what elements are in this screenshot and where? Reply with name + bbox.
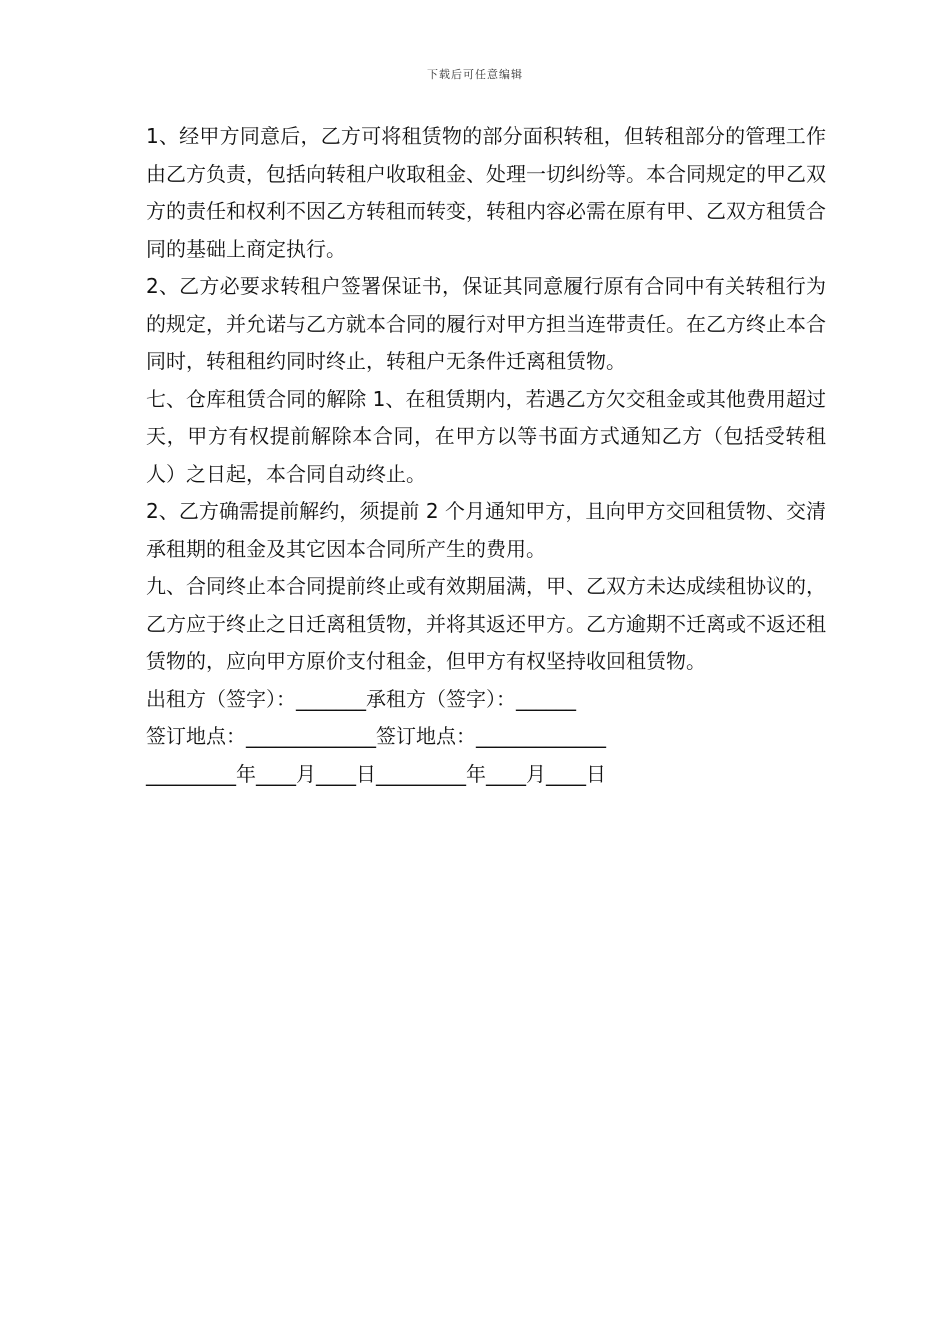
clause-sublease-2: 2、乙方必要求转租户签署保证书，保证其同意履行原有合同中有关转租行为的规定，并允诺与乙方就本合同的履行对甲方担当连带责任。在乙方终止本合同时，转租租约同时终止，转租户无条件迁离租赁物。 (146, 274, 826, 373)
clause-contract-end: 九、合同终止本合同提前终止或有效期届满，甲、乙双方未达成续租协议的，乙方应于终止之日迁离租赁物，并将其返还甲方。乙方逾期不迁离或不返还租赁物的，应向甲方原价支付租金，但甲方有权坚持收回租赁物。 (146, 574, 826, 673)
clause-termination-1: 七、仓库租赁合同的解除 1、在租赁期内，若遇乙方欠交租金或其他费用超过天，甲方有权提前解除本合同，在甲方以等书面方式通知乙方（包括受转租人）之日起，本合同自动终止。 (146, 386, 826, 486)
signing-place-line: 签订地点：_____________签订地点：_____________ (146, 724, 606, 748)
contract-body (146, 118, 826, 793)
signing-date-line: _________年____月____日_________年____月____日 (146, 761, 606, 786)
page-header-note: 下载后可任意编辑 (427, 68, 523, 81)
clause-termination-2: 2、乙方确需提前解约，须提前 2 个月通知甲方，且向甲方交回租赁物、交清承租期的租金及其它因本合同所产生的费用。 (146, 499, 826, 561)
clause-sublease-1: 1、经甲方同意后，乙方可将租赁物的部分面积转租，但转租部分的管理工作由乙方负责，包括向转租户收取租金、处理一切纠纷等。本合同规定的甲乙双方的责任和权利不因乙方转租而转变，转租内容必需在原有甲、乙双方租赁合同的基础上商定执行。 (146, 124, 826, 261)
signature-line: 出租方（签字）：_______承租方（签字）：______ (146, 686, 576, 711)
